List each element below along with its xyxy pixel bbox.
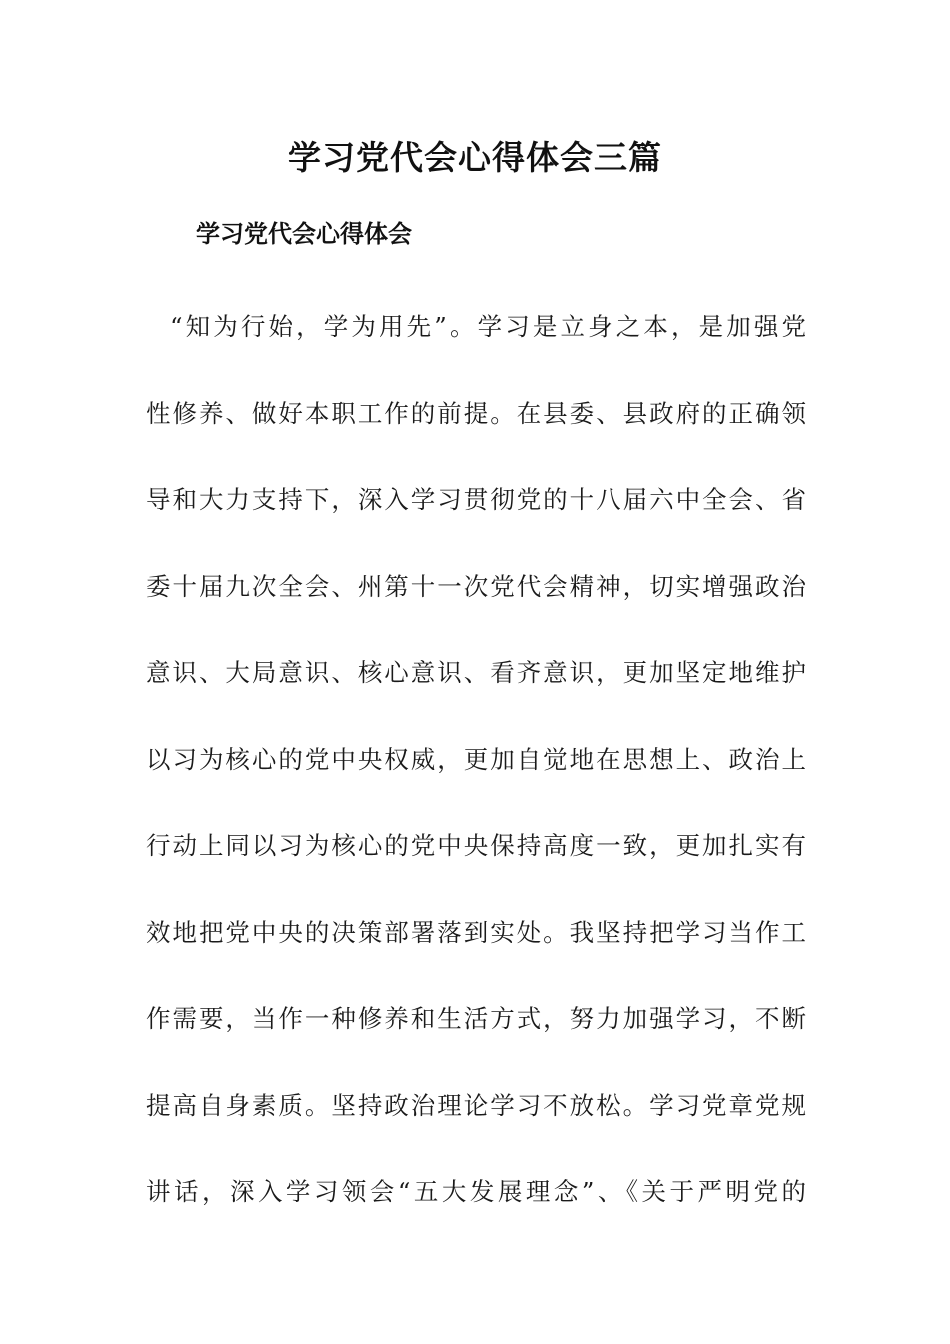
body-paragraph — [146, 284, 806, 1236]
paragraph-line: 性修养、做好本职工作的前提。在县委、县政府的正确领 — [146, 398, 806, 428]
paragraph-line: “知为行始，学为用先”。学习是立身之本，是加强党 — [170, 312, 806, 341]
paragraph-line: 委十届九次全会、州第十一次党代会精神，切实增强政治 — [146, 571, 806, 601]
document-title: 学习党代会心得体会三篇 — [288, 138, 662, 177]
paragraph-line: 导和大力支持下，深入学习贯彻党的十八届六中全会、省 — [146, 485, 806, 514]
paragraph-line: 以习为核心的党中央权威，更加自觉地在思想上、政治上 — [146, 744, 806, 774]
paragraph-line: 行动上同以习为核心的党中央保持高度一致，更加扎实有 — [146, 831, 806, 860]
paragraph-line: 效地把党中央的决策部署落到实处。我坚持把学习当作工 — [146, 917, 806, 947]
paragraph-line: 提高自身素质。坚持政治理论学习不放松。学习党章党规 — [146, 1090, 806, 1120]
paragraph-line: 意识、大局意识、核心意识、看齐意识，更加坚定地维护 — [146, 658, 806, 687]
paragraph-line: 作需要，当作一种修养和生活方式，努力加强学习，不断 — [146, 1004, 806, 1033]
paragraph-line: 讲话，深入学习领会“五大发展理念”、《关于严明党的 — [146, 1177, 806, 1206]
section-heading: 学习党代会心得体会 — [196, 220, 412, 248]
